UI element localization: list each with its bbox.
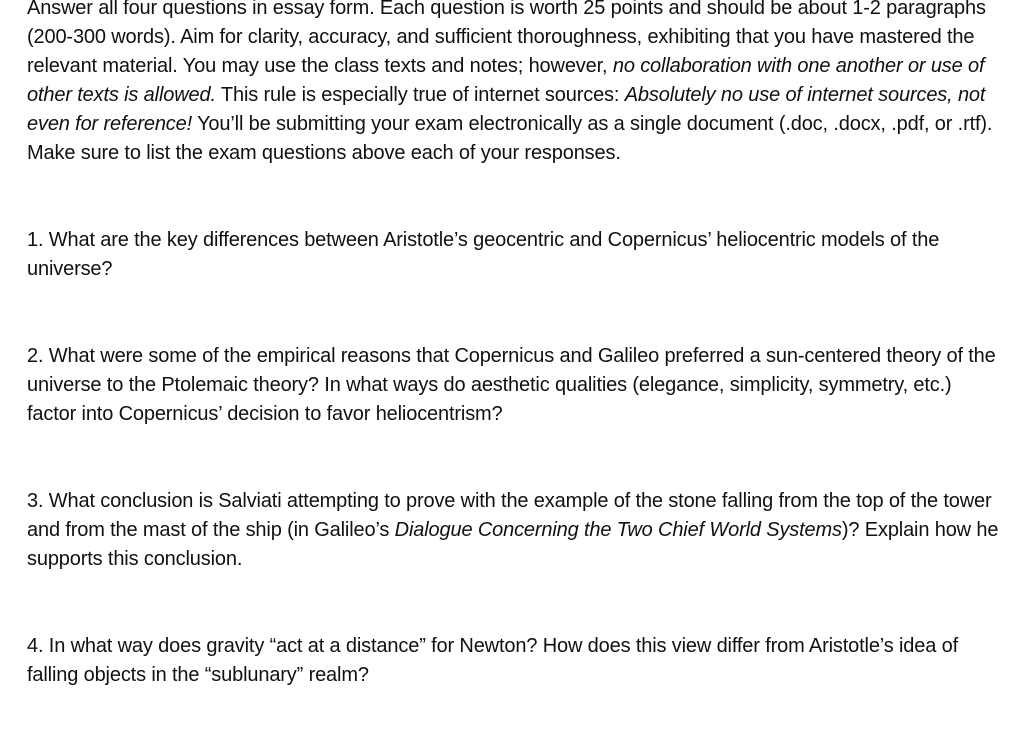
- question-4: [27, 632, 1002, 690]
- instructions-emphasis-internet: Absolutely no use of internet sources, not even for reference!: [27, 84, 986, 135]
- instructions-text-3: You’ll be submitting your exam electronically as a single document (.doc, .docx, .pdf, or .rtf). Make sure to list the exam questions above each of your responses.: [27, 113, 993, 164]
- instructions-text-1: Answer all four questions in essay form. Each question is worth 25 points and should be about 1-2 paragraphs (200-300 words). Aim for clarity, accuracy, and sufficient thoroughness, exhibiting that you have mastered the relevant material. You may use the class texts and notes; however,: [27, 0, 986, 77]
- exam-document: [27, 0, 1002, 690]
- question-1-text: 1. What are the key differences between Aristotle’s geocentric and Copernicus’ heliocentric models of the universe?: [27, 229, 940, 280]
- instructions-text-2: This rule is especially true of internet sources:: [215, 84, 625, 106]
- question-2: [27, 342, 1002, 429]
- question-1: [27, 226, 1002, 284]
- question-3-book-title: Dialogue Concerning the Two Chief World Systems: [394, 519, 842, 541]
- instructions-emphasis-collaboration: no collaboration with one another or use of other texts is allowed.: [27, 55, 985, 106]
- question-4-text: 4. In what way does gravity “act at a distance” for Newton? How does this view differ from Aristotle’s idea of falling objects in the “sublunary” realm?: [27, 635, 958, 686]
- question-3-text-end: )? Explain how he supports this conclusion.: [27, 519, 999, 570]
- question-2-text: 2. What were some of the empirical reasons that Copernicus and Galileo preferred a sun-centered theory of the universe to the Ptolemaic theory? In what ways do aesthetic qualities (elegance, simplicity, symmetry, etc.) factor into Copernicus’ decision to favor heliocentrism?: [27, 345, 996, 425]
- question-3: [27, 487, 1002, 574]
- exam-instructions: [27, 0, 1002, 168]
- question-3-text-start: 3. What conclusion is Salviati attempting to prove with the example of the stone falling from the top of the tower and from the mast of the ship (in Galileo’s: [27, 490, 992, 541]
